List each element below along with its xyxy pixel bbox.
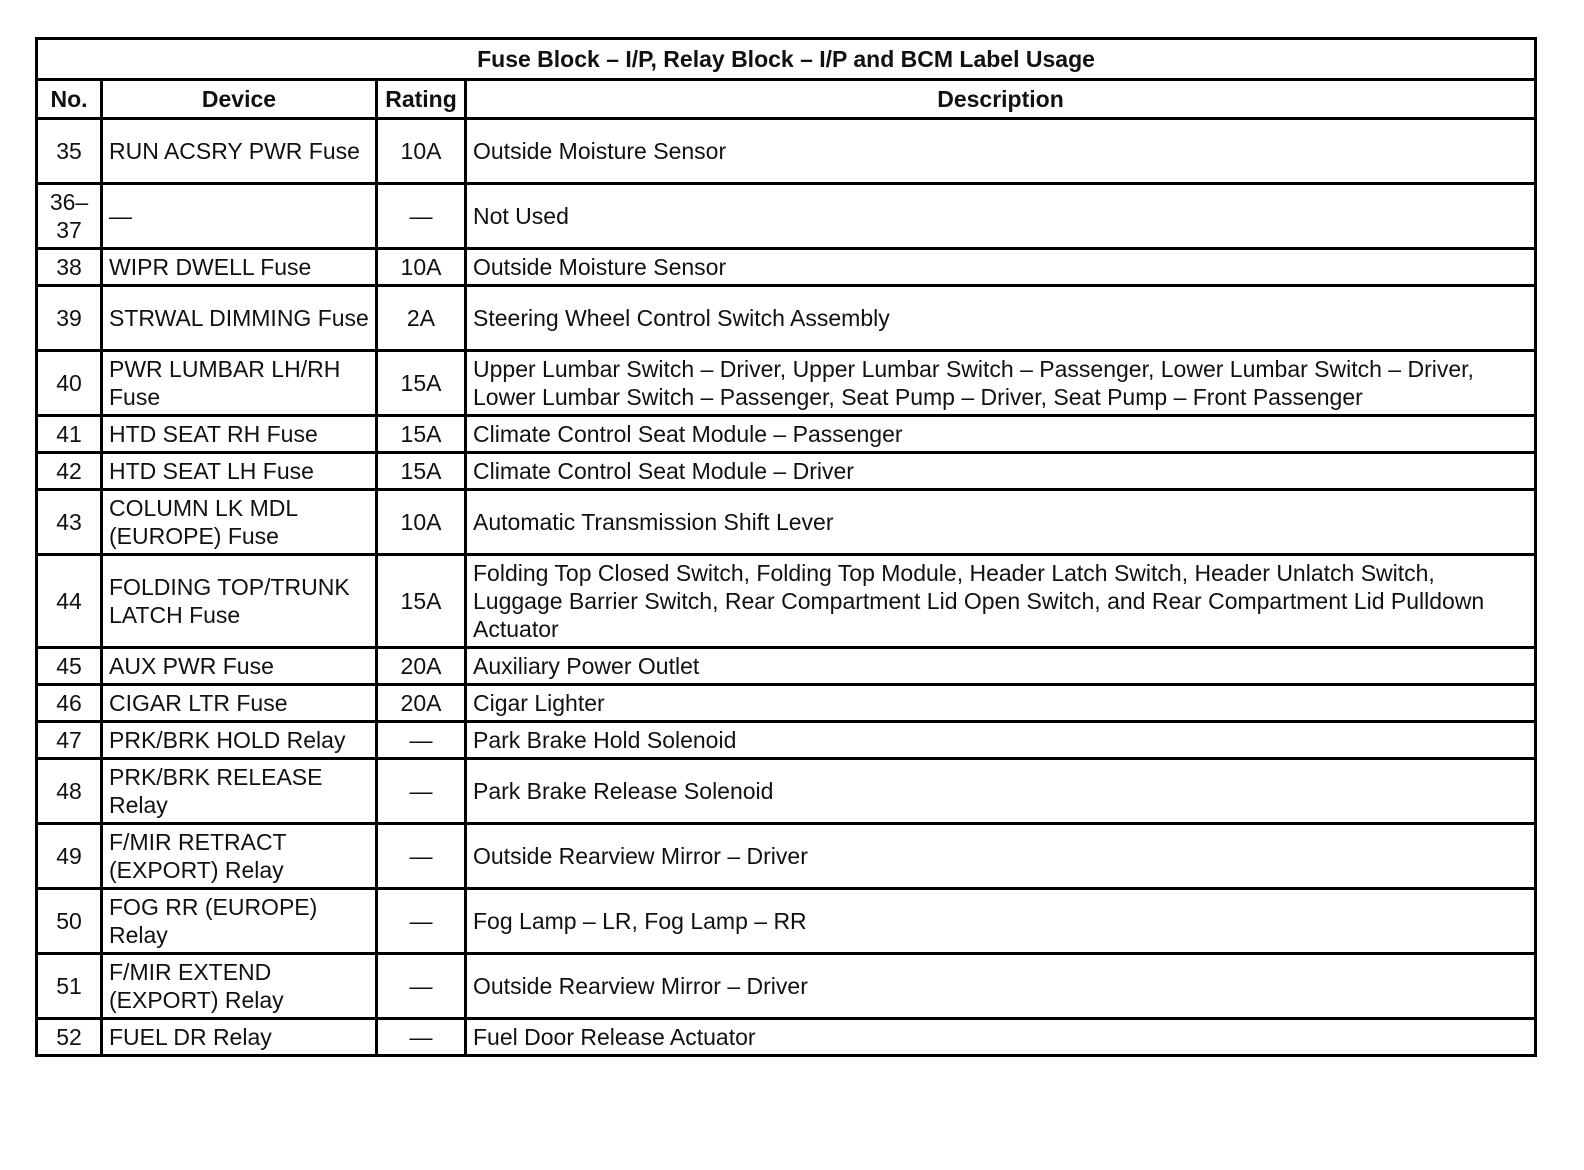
cell-no: 51 — [37, 954, 102, 1019]
cell-rating: 15A — [377, 351, 466, 416]
table-row — [37, 184, 1536, 249]
table-title-row — [37, 39, 1536, 80]
cell-device: RUN ACSRY PWR Fuse — [102, 119, 377, 184]
cell-device: STRWAL DIMMING Fuse — [102, 286, 377, 351]
cell-device: WIPR DWELL Fuse — [102, 249, 377, 286]
cell-description: Folding Top Closed Switch, Folding Top Module, Header Latch Switch, Header Unlatch Switch, Luggage Barrier Switch, Rear Compartment Lid Open Switch, and Rear Compartment Lid Pulldown Actuator — [466, 555, 1536, 648]
cell-rating: — — [377, 954, 466, 1019]
cell-description: Park Brake Release Solenoid — [466, 759, 1536, 824]
cell-no: 43 — [37, 490, 102, 555]
cell-description: Auxiliary Power Outlet — [466, 648, 1536, 685]
cell-rating: — — [377, 1019, 466, 1056]
table-body — [37, 119, 1536, 1056]
cell-description: Outside Rearview Mirror – Driver — [466, 824, 1536, 889]
cell-no: 38 — [37, 249, 102, 286]
cell-description: Climate Control Seat Module – Driver — [466, 453, 1536, 490]
table-row — [37, 722, 1536, 759]
cell-device: PWR LUMBAR LH/RH Fuse — [102, 351, 377, 416]
cell-device: HTD SEAT RH Fuse — [102, 416, 377, 453]
column-header-device: Device — [102, 80, 377, 119]
cell-no: 45 — [37, 648, 102, 685]
cell-description: Outside Moisture Sensor — [466, 249, 1536, 286]
cell-no: 44 — [37, 555, 102, 648]
cell-rating: — — [377, 889, 466, 954]
cell-rating: 15A — [377, 555, 466, 648]
table-row — [37, 416, 1536, 453]
cell-rating: 20A — [377, 648, 466, 685]
table-row — [37, 249, 1536, 286]
cell-device: AUX PWR Fuse — [102, 648, 377, 685]
cell-device: PRK/BRK RELEASE Relay — [102, 759, 377, 824]
column-header-description: Description — [466, 80, 1536, 119]
cell-description: Fog Lamp – LR, Fog Lamp – RR — [466, 889, 1536, 954]
cell-no: 50 — [37, 889, 102, 954]
cell-device: HTD SEAT LH Fuse — [102, 453, 377, 490]
cell-no: 41 — [37, 416, 102, 453]
cell-device: COLUMN LK MDL (EUROPE) Fuse — [102, 490, 377, 555]
cell-description: Steering Wheel Control Switch Assembly — [466, 286, 1536, 351]
table-row — [37, 759, 1536, 824]
cell-device: F/MIR RETRACT (EXPORT) Relay — [102, 824, 377, 889]
cell-rating: 10A — [377, 119, 466, 184]
cell-description: Outside Moisture Sensor — [466, 119, 1536, 184]
cell-description: Cigar Lighter — [466, 685, 1536, 722]
cell-no: 36–37 — [37, 184, 102, 249]
cell-no: 47 — [37, 722, 102, 759]
cell-no: 42 — [37, 453, 102, 490]
table-row — [37, 555, 1536, 648]
column-header-no: No. — [37, 80, 102, 119]
table-row — [37, 453, 1536, 490]
cell-rating: — — [377, 722, 466, 759]
cell-device: — — [102, 184, 377, 249]
cell-rating: 15A — [377, 453, 466, 490]
cell-description: Outside Rearview Mirror – Driver — [466, 954, 1536, 1019]
cell-rating: 20A — [377, 685, 466, 722]
cell-rating: 10A — [377, 249, 466, 286]
cell-description: Upper Lumbar Switch – Driver, Upper Lumbar Switch – Passenger, Lower Lumbar Switch – Driver, Lower Lumbar Switch – Passenger, Seat Pump – Driver, Seat Pump – Front Passenger — [466, 351, 1536, 416]
fuse-label-table — [35, 37, 1537, 1057]
table-row — [37, 685, 1536, 722]
table-row — [37, 824, 1536, 889]
table-row — [37, 351, 1536, 416]
cell-device: FOG RR (EUROPE) Relay — [102, 889, 377, 954]
table-row — [37, 954, 1536, 1019]
table-row — [37, 889, 1536, 954]
cell-description: Automatic Transmission Shift Lever — [466, 490, 1536, 555]
column-header-rating: Rating — [377, 80, 466, 119]
table-row — [37, 119, 1536, 184]
table-row — [37, 1019, 1536, 1056]
cell-rating: 15A — [377, 416, 466, 453]
cell-rating: — — [377, 759, 466, 824]
cell-rating: 2A — [377, 286, 466, 351]
cell-no: 40 — [37, 351, 102, 416]
cell-description: Not Used — [466, 184, 1536, 249]
cell-device: F/MIR EXTEND (EXPORT) Relay — [102, 954, 377, 1019]
cell-no: 35 — [37, 119, 102, 184]
column-header-row — [37, 80, 1536, 119]
cell-device: FUEL DR Relay — [102, 1019, 377, 1056]
cell-rating: — — [377, 184, 466, 249]
cell-no: 49 — [37, 824, 102, 889]
cell-rating: — — [377, 824, 466, 889]
cell-description: Fuel Door Release Actuator — [466, 1019, 1536, 1056]
table-row — [37, 648, 1536, 685]
cell-device: PRK/BRK HOLD Relay — [102, 722, 377, 759]
cell-no: 39 — [37, 286, 102, 351]
table-row — [37, 490, 1536, 555]
cell-no: 52 — [37, 1019, 102, 1056]
cell-description: Park Brake Hold Solenoid — [466, 722, 1536, 759]
cell-description: Climate Control Seat Module – Passenger — [466, 416, 1536, 453]
cell-rating: 10A — [377, 490, 466, 555]
cell-device: FOLDING TOP/TRUNK LATCH Fuse — [102, 555, 377, 648]
table-row — [37, 286, 1536, 351]
cell-no: 46 — [37, 685, 102, 722]
table-title: Fuse Block – I/P, Relay Block – I/P and BCM Label Usage — [37, 39, 1536, 80]
cell-device: CIGAR LTR Fuse — [102, 685, 377, 722]
cell-no: 48 — [37, 759, 102, 824]
